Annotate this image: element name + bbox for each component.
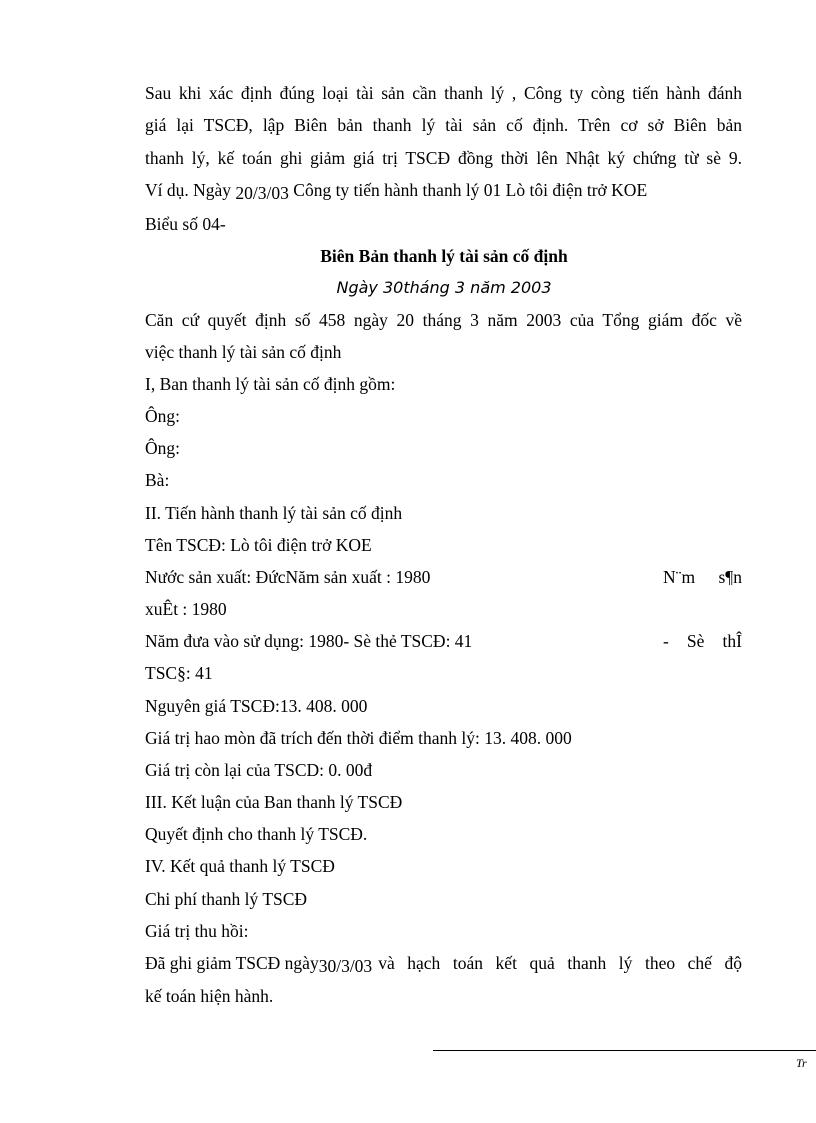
asset-name: Tên TSCĐ: Lò tôi điện trở KOE	[145, 535, 372, 555]
recorded-date: 30/3/03	[318, 956, 373, 976]
recovery-value: Giá trị thu hồi:	[145, 921, 249, 941]
decision: Quyết định cho thanh lý TSCĐ.	[145, 824, 368, 844]
example-prefix: Ví dụ. Ngày	[145, 180, 232, 200]
remaining-value: Giá trị còn lại của TSCD: 0. 00đ	[145, 760, 373, 780]
intro-line-3: thanh lý, kế toán ghi giảm giá trị TSCĐ đồng thời lên Nhật ký chứng từ sè 9.	[145, 148, 742, 168]
form-number: Biểu số 04-	[145, 214, 226, 234]
liquidation-cost: Chi phí thanh lý TSCĐ	[145, 889, 308, 909]
footer-page-label: Tr	[796, 1056, 807, 1070]
basis-line-2: việc thanh lý tài sản cố định	[145, 342, 342, 362]
committee-member-2: Ông:	[145, 438, 180, 458]
section-4-heading: IV. Kết quả thanh lý TSCĐ	[145, 856, 335, 876]
example-date: 20/3/03	[235, 183, 289, 203]
origin-line-cont: xuÊt : 1980	[145, 599, 227, 619]
in-use-line-right: - Sè thÎ	[663, 631, 742, 651]
section-1-heading: I, Ban thanh lý tài sản cố định gồm:	[145, 374, 396, 394]
section-2-heading: II. Tiến hành thanh lý tài sản cố định	[145, 503, 403, 523]
recorded-line-2: kế toán hiện hành.	[145, 986, 274, 1006]
footer-rule	[433, 1050, 816, 1051]
origin-line-right: N¨m s¶n	[663, 567, 742, 587]
committee-member-1: Ông:	[145, 406, 180, 426]
example-line	[145, 179, 647, 201]
depreciation: Giá trị hao mòn đã trích đến thời điểm thanh lý: 13. 408. 000	[145, 728, 572, 748]
section-3-heading: III. Kết luận của Ban thanh lý TSCĐ	[145, 792, 403, 812]
intro-line-2: giá lại TSCĐ, lập Biên bản thanh lý tài sản cố định. Trên cơ sở Biên bản	[145, 115, 742, 135]
origin-line: Nước sản xuất: ĐứcNăm sản xuất : 1980	[145, 567, 431, 587]
example-suffix: Công ty tiến hành thanh lý 01 Lò tôi điện trở KOE	[293, 180, 648, 200]
document-date: Ngày 30tháng 3 năm 2003	[336, 278, 552, 297]
basis-line-1: Căn cứ quyết định số 458 ngày 20 tháng 3 năm 2003 của Tổng giám đốc về	[145, 310, 742, 330]
recorded-prefix: Đã ghi giảm TSCĐ ngày	[145, 953, 319, 973]
recorded-suffix: và hạch toán kết quả thanh lý theo chế độ	[378, 953, 742, 973]
intro-line-1: Sau khi xác định đúng loại tài sản cần thanh lý , Công ty còng tiến hành đánh	[145, 83, 742, 103]
in-use-line: Năm đưa vào sử dụng: 1980- Sè thẻ TSCĐ: 41	[145, 631, 473, 651]
recorded-line	[145, 952, 742, 974]
document-title: Biên Bản thanh lý tài sản cố định	[320, 246, 568, 266]
committee-member-3: Bà:	[145, 470, 170, 490]
in-use-line-cont: TSC§: 41	[145, 663, 213, 683]
original-cost: Nguyên giá TSCĐ:13. 408. 000	[145, 696, 368, 716]
